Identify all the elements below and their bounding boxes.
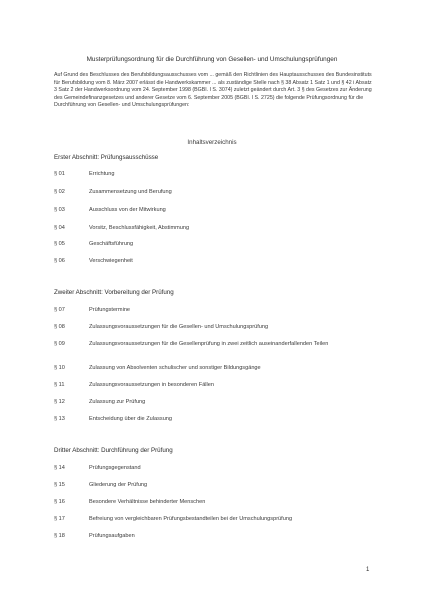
toc-item-text: Geschäftsführung [89, 241, 134, 247]
toc-item-text: Zusammensetzung und Berufung [89, 189, 172, 195]
toc-item-number: § 11 [54, 382, 65, 388]
toc-item-number: § 02 [54, 189, 65, 195]
toc-item-text: Errichtung [89, 171, 115, 177]
toc-item-text: Ausschluss von der Mitwirkung [89, 207, 166, 213]
toc-item-number: § 01 [54, 171, 65, 177]
toc-item-text: Befreiung von vergleichbaren Prüfungsbestandteilen bei der Umschulungsprüfung [89, 516, 293, 522]
toc-item-text: Prüfungstermine [89, 307, 131, 313]
toc-item-text: Prüfungsaufgaben [89, 533, 135, 539]
toc-item-number: § 03 [54, 207, 65, 213]
toc-item-text: Zulassung zur Prüfung [89, 399, 146, 405]
document-title: Musterprüfungsordnung für die Durchführung von Gesellen- und Umschulungsprüfungen [86, 56, 338, 63]
toc-item-number: § 18 [54, 533, 65, 539]
toc-title: Inhaltsverzeichnis [187, 139, 237, 146]
toc-item-number: § 09 [54, 341, 65, 347]
toc-item-text: Zulassung von Absolventen schulischer und sonstiger Bildungsgänge [89, 365, 261, 371]
toc-item-number: § 13 [54, 416, 65, 422]
page-number: 1 [366, 567, 370, 573]
intro-paragraph: Auf Grund des Beschlusses des Berufsbildungsausschusses vom ... gemäß den Richtlinien des Hauptausschusses des Bundesinstituts für Berufsbildung vom 8. März 2007 erlässt die Handwerkskammer ... als zuständige Stelle nach § 38 Absatz 1 Satz 1 und § 42 i Absatz 3 Satz 2 der Handwerksordnung vom 24. September 1998 (BGBl. I S. 3074) zuletzt geändert durch Art. 3 § des Gesetzes zur Änderung des Gemeindefinanzgesetzes und anderer Gesetze vom 6. September 2005 (BGBl. I S. 2725) die folgende Prüfungsordnung für die Durchführung von Gesellen- und Umschulungsprüfungen: [54, 72, 372, 109]
toc-item-number: § 05 [54, 241, 65, 247]
toc-item-text: Zulassungsvoraussetzungen in besonderen Fällen [89, 382, 215, 388]
toc-item-text: Zulassungsvoraussetzungen für die Gesellen- und Umschulungsprüfung [89, 324, 269, 330]
toc-item-number: § 10 [54, 365, 65, 371]
toc-item-number: § 04 [54, 225, 65, 231]
toc-item-text: Besondere Verhältnisse behinderter Menschen [89, 499, 206, 505]
toc-item-text: Verschwiegenheit [89, 258, 133, 264]
section-heading-3: Dritter Abschnitt: Durchführung der Prüfung [54, 447, 173, 454]
toc-item-number: § 12 [54, 399, 65, 405]
toc-item-text: Zulassungsvoraussetzungen für die Gesellenprüfung in zwei zeitlich auseinanderfallenden Teilen [89, 341, 329, 347]
section-heading-1: Erster Abschnitt: Prüfungsausschüsse [54, 154, 159, 161]
toc-item-number: § 08 [54, 324, 65, 330]
toc-item-number: § 17 [54, 516, 65, 522]
toc-item-text: Entscheidung über die Zulassung [89, 416, 173, 422]
toc-item-number: § 16 [54, 499, 65, 505]
toc-item-number: § 14 [54, 465, 65, 471]
toc-item-number: § 07 [54, 307, 65, 313]
toc-item-number: § 15 [54, 482, 65, 488]
toc-item-text: Prüfungsgegenstand [89, 465, 141, 471]
toc-item-text: Vorsitz, Beschlussfähigkeit, Abstimmung [89, 225, 190, 231]
toc-item-text: Gliederung der Prüfung [89, 482, 148, 488]
section-heading-2: Zweiter Abschnitt: Vorbereitung der Prüfung [54, 289, 174, 296]
toc-item-number: § 06 [54, 258, 65, 264]
